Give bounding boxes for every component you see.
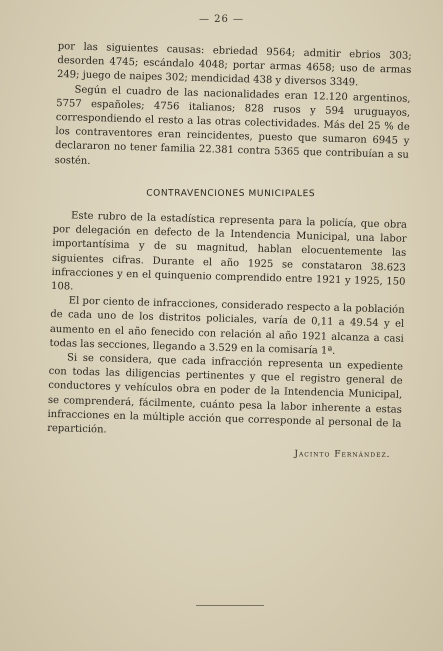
- section-heading: CONTRAVENCIONES MUNICIPALES: [146, 188, 316, 200]
- author-signature: Jacinto Fernández.: [294, 449, 391, 461]
- paragraph-workload: Si se considera, que cada infracción representa un expediente con todas las diligencias pertinentes y que el registro general de conductores y vehículos obra en poder de la Intendencia Municipal, se comprenderá, fácilmente, cuánto pesa la labor inherente a estas infracciones en la múltiple acción que corresponde al personal de la repartición.: [46, 352, 404, 436]
- paragraph-statistics: Este rubro de la estadística representa para la policía, que obra por delegación en defecto de la Intendencia Municipal, una labor importantísima y de su magnitud, hablan elocuentemente las siguientes cifras. Durante el año 1925 se constataron 38.623 infracciones y en el quinquenio comprendido entre 1921 y 1925, 150 108.: [50, 210, 408, 293]
- body-text: [46, 40, 411, 466]
- paragraph-nationalities: Según el cuadro de las nacionalidades eran 12.120 argentinos, 5757 españoles; 4756 italianos; 828 rusos y 594 uruguayos, correspondiendo el resto a las otras colectividades. Más del 25 % de los contraventores eran reincidentes, puesto que sumaron 6945 y declararon no tener familia 22.381 contra 5365 que contribuían a su sostén.: [54, 84, 411, 167]
- paragraph-causes: por las siguientes causas: ebriedad 9564; admitir ebrios 303; desorden 4745; escándalo 4048; portar armas 4658; uso de armas 249; juego de naipes 302; mendicidad 438 y diversos 3349.: [56, 40, 412, 89]
- paragraph-percentage: El por ciento de infracciones, considerado respecto a la población de cada uno de los distritos policiales, varía de 0,11 a 49.54 y el aumento en el año fenecido con relación al año 1921 alcanza a casi todas las secciones, llegando a 3.529 en la comisaría 1ª.: [49, 295, 405, 357]
- footer-rule: [196, 605, 264, 606]
- page-number: — 26 —: [198, 14, 245, 25]
